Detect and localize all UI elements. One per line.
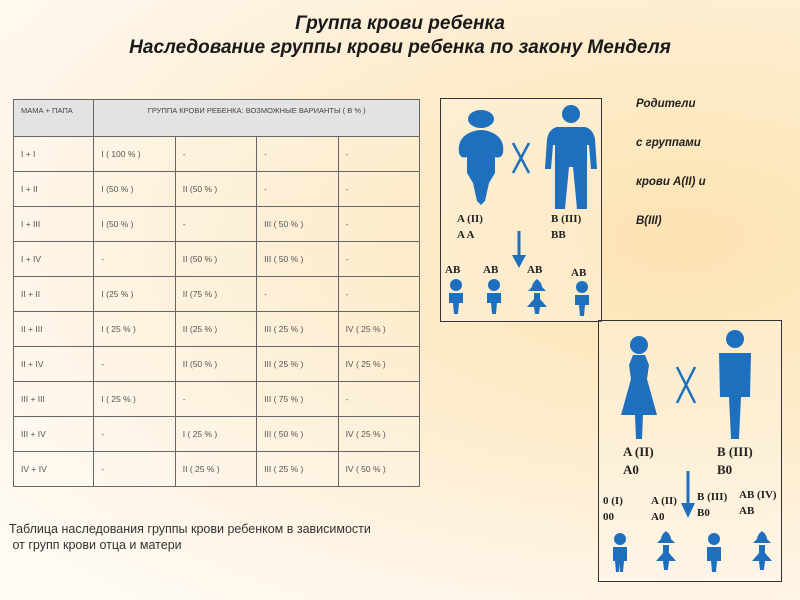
cell: III ( 50 % ) <box>257 417 338 452</box>
arrow-down-icon <box>680 471 696 519</box>
mother-genotype-label: A A <box>457 229 475 241</box>
child-genotype-label: 00 <box>603 511 614 523</box>
child-group-label: AB (IV) <box>739 489 777 501</box>
cell: III ( 25 % ) <box>257 452 338 487</box>
cell-parents: I + IV <box>14 242 94 277</box>
cell: II ( 25 % ) <box>175 452 256 487</box>
child-genotype-label: AB <box>739 505 755 517</box>
cell: - <box>338 242 419 277</box>
cell: II (50 % ) <box>175 242 256 277</box>
side-line: Родители <box>636 98 696 110</box>
cell: IV ( 25 % ) <box>338 347 419 382</box>
cell: IV ( 50 % ) <box>338 452 419 487</box>
cell: II (50 % ) <box>175 172 256 207</box>
table-caption <box>9 521 371 553</box>
cell: I ( 25 % ) <box>94 382 175 417</box>
cell: I ( 100 % ) <box>94 137 175 172</box>
cell: I ( 25 % ) <box>175 417 256 452</box>
child-girl-icon <box>751 531 773 571</box>
child-label: AB <box>571 267 587 279</box>
child-genotype-label: B0 <box>697 507 710 519</box>
father-genotype-label: BB <box>551 229 566 241</box>
side-line: с группами <box>636 137 701 149</box>
page-title <box>0 12 800 60</box>
arrow-down-icon <box>511 231 527 269</box>
table-row <box>14 172 420 207</box>
cell: I (50 % ) <box>94 207 175 242</box>
cell-parents: I + III <box>14 207 94 242</box>
cell: IV ( 25 % ) <box>338 312 419 347</box>
father-figure-icon <box>717 329 753 441</box>
cell: - <box>257 137 338 172</box>
title-line-1: Группа крови ребенка <box>295 13 505 34</box>
mother-figure-icon <box>451 109 511 209</box>
father-group-label: B (III) <box>717 444 753 459</box>
child-girl-icon <box>526 279 548 315</box>
mother-group-label: A (II) <box>457 213 483 225</box>
cell: - <box>338 207 419 242</box>
side-line: крови А(II) и <box>636 176 706 188</box>
cell: - <box>257 172 338 207</box>
cell-parents: IV + IV <box>14 452 94 487</box>
cell: - <box>175 207 256 242</box>
diagram-heterozygous <box>598 320 782 582</box>
cell: - <box>338 172 419 207</box>
cell: III ( 75 % ) <box>257 382 338 417</box>
cell: - <box>338 277 419 312</box>
child-boy-icon <box>705 533 723 573</box>
table-row <box>14 347 420 382</box>
child-group-label: A (II) <box>651 495 677 507</box>
cell: I ( 25 % ) <box>94 312 175 347</box>
table-row <box>14 452 420 487</box>
child-genotype-label: A0 <box>651 511 665 523</box>
cell: - <box>94 242 175 277</box>
cell: III ( 25 % ) <box>257 312 338 347</box>
cell-parents: III + III <box>14 382 94 417</box>
cell-parents: II + IV <box>14 347 94 382</box>
cell-parents: I + II <box>14 172 94 207</box>
cell-parents: III + IV <box>14 417 94 452</box>
caption-line-1: Таблица наследования группы крови ребенком в зависимости <box>9 522 371 536</box>
child-boy-icon <box>573 281 591 317</box>
cell: - <box>338 382 419 417</box>
father-figure-icon <box>543 105 599 211</box>
child-label: AB <box>483 264 499 276</box>
cell: II (75 % ) <box>175 277 256 312</box>
mother-genotype-label: A0 <box>623 462 639 477</box>
child-boy-icon <box>485 279 503 315</box>
table-row <box>14 417 420 452</box>
header-parents: МАМА + ПАПА <box>14 100 94 137</box>
child-girl-icon <box>655 531 677 571</box>
cell: - <box>175 382 256 417</box>
cell: - <box>94 417 175 452</box>
cell: - <box>94 452 175 487</box>
table-row <box>14 207 420 242</box>
cross-icon <box>511 141 531 175</box>
child-group-label: 0 (I) <box>603 495 623 507</box>
inheritance-table <box>13 99 420 487</box>
caption-line-2: от групп крови отца и матери <box>9 538 182 552</box>
cell: - <box>175 137 256 172</box>
cell: II (25 % ) <box>175 312 256 347</box>
table-row <box>14 312 420 347</box>
cell: I (25 % ) <box>94 277 175 312</box>
cell-parents: II + III <box>14 312 94 347</box>
father-group-label: B (III) <box>551 213 582 225</box>
cell: - <box>257 277 338 312</box>
diagram-homozygous <box>440 98 602 322</box>
cell: III ( 50 % ) <box>257 242 338 277</box>
cell: - <box>94 347 175 382</box>
child-label: AB <box>527 264 543 276</box>
child-group-label: B (III) <box>697 491 728 503</box>
cell-parents: II + II <box>14 277 94 312</box>
cell: I (50 % ) <box>94 172 175 207</box>
cell: - <box>338 137 419 172</box>
side-line: В(III) <box>636 215 662 227</box>
cell: III ( 25 % ) <box>257 347 338 382</box>
title-line-2: Наследование группы крови ребенка по закону Менделя <box>129 37 671 58</box>
table-row <box>14 382 420 417</box>
table-row <box>14 242 420 277</box>
cell: IV ( 25 % ) <box>338 417 419 452</box>
table-row <box>14 277 420 312</box>
child-boy-icon <box>611 533 629 573</box>
cross-icon <box>675 365 697 405</box>
mother-group-label: A (II) <box>623 444 654 459</box>
child-label: AB <box>445 264 461 276</box>
side-description <box>636 96 706 252</box>
cell: II (50 % ) <box>175 347 256 382</box>
father-genotype-label: B0 <box>717 462 733 477</box>
cell: III ( 50 % ) <box>257 207 338 242</box>
child-boy-icon <box>447 279 465 315</box>
header-variants: ГРУППА КРОВИ РЕБЕНКА: ВОЗМОЖНЫЕ ВАРИАНТЫ ( В % ) <box>94 100 420 137</box>
cell-parents: I + I <box>14 137 94 172</box>
table-header-row <box>14 100 420 137</box>
mother-figure-icon <box>619 335 659 441</box>
table-row <box>14 137 420 172</box>
